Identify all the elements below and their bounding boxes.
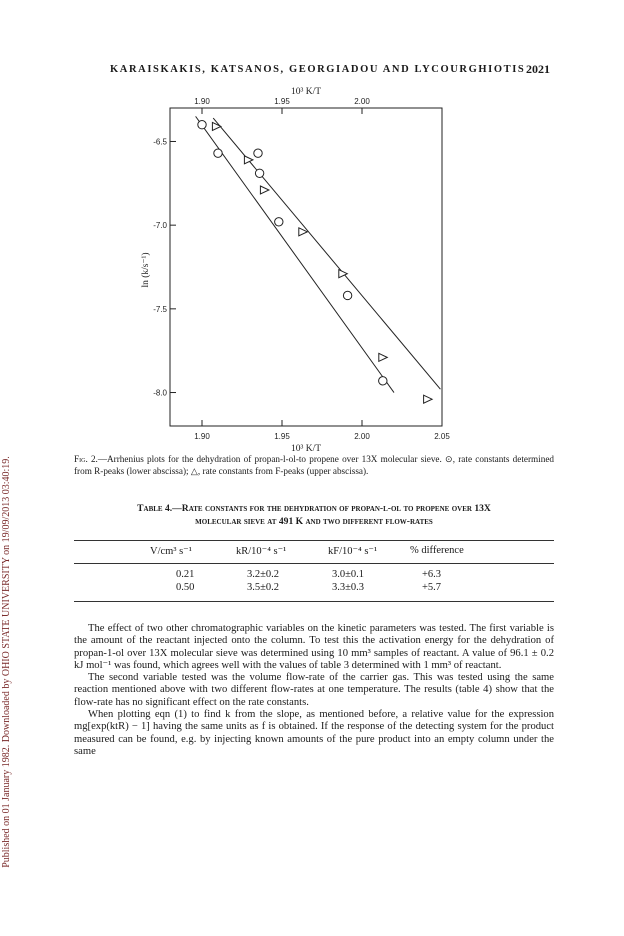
table-title-line2: molecular sieve at 491 K and two different flow-rates	[195, 516, 433, 527]
paragraph: The second variable tested was the volume flow-rate of the carrier gas. This was tested using the same reaction mentioned above with two different flow-rates at one temperature. The results (table 4) show that the flow-rate has no significant effect on the rate constants.	[74, 672, 554, 708]
caption-lead: Fig. 2.	[74, 454, 98, 464]
x-axis-label-top: 10³ K/T	[290, 87, 322, 97]
y-tick-label: -8.0	[153, 388, 167, 398]
table-cell: 0.50	[176, 582, 195, 593]
table-rule-bottom	[74, 601, 554, 602]
table-cell: 3.2±0.2	[247, 569, 280, 580]
x-tick-label-top: 2.00	[354, 97, 370, 106]
table-cell: 0.21	[176, 569, 195, 580]
page-number: 2021	[526, 62, 550, 76]
table-header-kf: kF/10⁻⁴ s⁻¹	[328, 546, 378, 557]
triangle-point	[379, 353, 388, 361]
y-tick-label: -7.5	[153, 304, 167, 314]
table-rule-mid	[74, 563, 554, 564]
paragraph: The effect of two other chromatographic variables on the kinetic parameters was tested. The first variable is the amount of the reactant injected onto the column. To test this the activation energy for the dehydration of propan-1-ol over 13X molecular sieve was determined using 10 mm³ samples of reactant. A value of 96.1 ± 0.2 kJ mol⁻¹ was found, which agrees well with the values of table 3 determined with 1 mm³ of reactant.	[74, 623, 554, 671]
table-cell: +6.3	[422, 569, 442, 580]
x-tick-label-top: 1.95	[274, 97, 290, 106]
sidebar-download-note: Published on 01 January 1982. Downloaded by OHIO STATE UNIVERSITY on 19/09/2013 03:40:19.	[1, 456, 12, 868]
body-text	[74, 623, 554, 758]
x-tick-label-bottom: 2.05	[434, 432, 450, 441]
y-tick-label: -7.0	[153, 221, 167, 231]
paragraph: When plotting eqn (1) to find k from the slope, as mentioned before, a relative value for the expression mg[exp(ktR) − 1] having the same units as f is obtained. If the response of the detecting system for the product measured can be found, e.g. by injecting known amounts of the pure product into an empty column under the same	[74, 709, 554, 757]
table-cell: 3.0±0.1	[332, 569, 365, 580]
circle-point	[198, 121, 206, 129]
circle-point	[275, 218, 283, 226]
x-tick-label-bottom: 2.00	[354, 432, 370, 441]
figure-caption	[74, 453, 554, 477]
table-header-kr: kR/10⁻⁴ s⁻¹	[236, 546, 287, 557]
x-tick-label-top: 1.90	[194, 97, 210, 106]
table-title	[74, 502, 554, 528]
triangle-point	[212, 122, 221, 130]
arrhenius-plot	[0, 0, 624, 460]
triangle-point	[424, 395, 433, 403]
y-axis-label: ln (k/s⁻¹)	[141, 252, 151, 288]
fit-line-circle	[196, 116, 394, 392]
circle-point	[379, 377, 387, 385]
triangle-point	[244, 156, 253, 164]
table-cell: +5.7	[422, 582, 442, 593]
table-header-flowrate: V/cm³ s⁻¹	[150, 546, 192, 557]
x-tick-label-bottom: 1.95	[274, 432, 290, 441]
circle-point	[214, 149, 222, 157]
triangle-point	[260, 186, 269, 194]
table-title-line1: Table 4.—Rate constants for the dehydration of propan-l-ol to propene over 13X	[137, 503, 491, 514]
table-header-difference: % difference	[410, 545, 464, 556]
x-axis-label-bottom: 10³ K/T	[290, 444, 322, 454]
circle-point	[343, 291, 351, 299]
plot-frame	[170, 108, 442, 426]
circle-point	[255, 169, 263, 177]
table-cell: 3.3±0.3	[332, 582, 365, 593]
x-tick-label-bottom: 1.90	[194, 432, 210, 441]
running-head: KARAISKAKIS, KATSANOS, GEORGIADOU AND LYCOURGHIOTIS	[110, 64, 526, 75]
caption-text: —Arrhenius plots for the dehydration of propan-l-ol-to propene over 13X molecular sieve. ⊙, rate constants determined from R-peaks (lower abscissa); △, rate constants from F-peaks (upper abscissa).	[74, 454, 554, 476]
table-cell: 3.5±0.2	[247, 582, 280, 593]
y-tick-label: -6.5	[153, 137, 167, 147]
table-rule-top	[74, 540, 554, 541]
circle-point	[254, 149, 262, 157]
